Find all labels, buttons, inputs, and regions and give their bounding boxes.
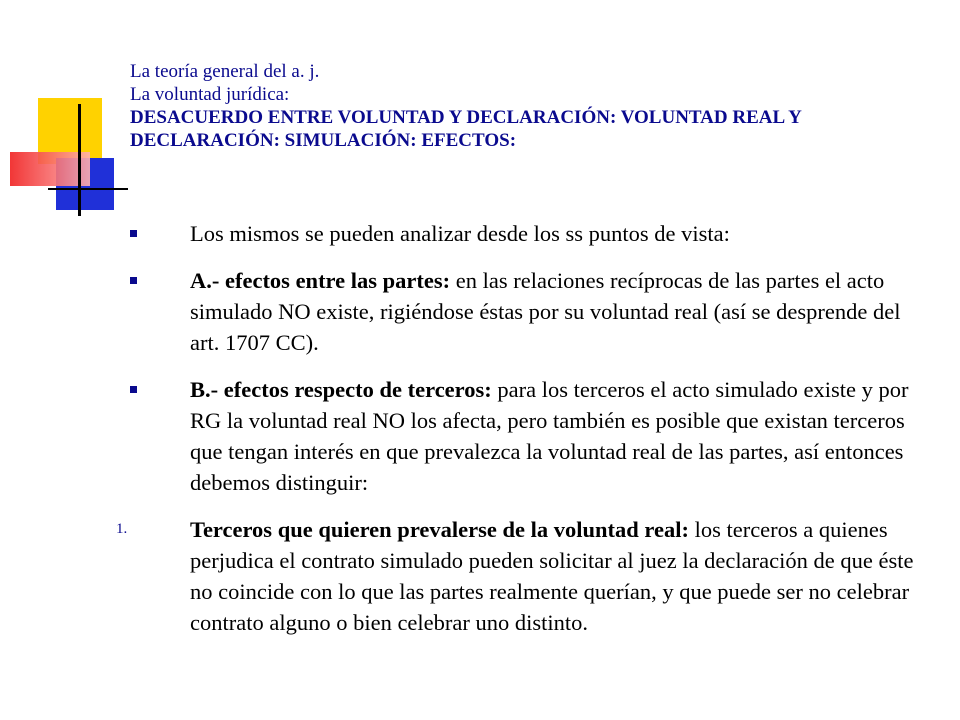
list-item	[130, 265, 920, 358]
list-item	[130, 218, 920, 249]
item-text: para los terceros el acto simulado existe y por RG la voluntad real NO los afecta, pero también es posible que existan terceros que tengan interés en que prevalezca la voluntad real de las partes, así entonces debemos distinguir:	[190, 377, 909, 495]
decoration-vertical-line	[78, 104, 81, 216]
bullet-square-icon	[130, 277, 137, 284]
item-number: 1.	[116, 521, 128, 537]
bullet-square-icon	[130, 230, 137, 237]
item-text: los terceros a quienes perjudica el contrato simulado pueden solicitar al juez la declaración de que éste no coincide con lo que las partes realmente querían, y que puede ser no celebrar contrato alguno o bien celebrar uno distinto.	[190, 517, 914, 635]
item-heading: Terceros que quieren prevalerse de la voluntad real:	[190, 517, 689, 542]
list-item	[130, 374, 920, 498]
item-text: Los mismos se pueden analizar desde los ss puntos de vista:	[190, 221, 730, 246]
item-text: en las relaciones recíprocas de las partes el acto simulado NO existe, rigiéndose éstas por su voluntad real (así se desprende del art. 1707 CC).	[190, 268, 901, 355]
decoration-horizontal-line	[48, 188, 128, 190]
slide-title	[130, 60, 920, 152]
bullet-square-icon	[130, 386, 137, 393]
title-line-1: La teoría general del a. j.	[130, 61, 320, 82]
title-line-2: La voluntad jurídica:	[130, 84, 290, 105]
list-item	[116, 514, 920, 638]
item-heading: A.- efectos entre las partes:	[190, 268, 451, 293]
slide-body	[116, 218, 920, 654]
title-line-3: DESACUERDO ENTRE VOLUNTAD Y DECLARACIÓN: VOLUNTAD REAL Y DECLARACIÓN: SIMULACIÓN: EFECTOS:	[130, 107, 802, 151]
item-heading: B.- efectos respecto de terceros:	[190, 377, 492, 402]
